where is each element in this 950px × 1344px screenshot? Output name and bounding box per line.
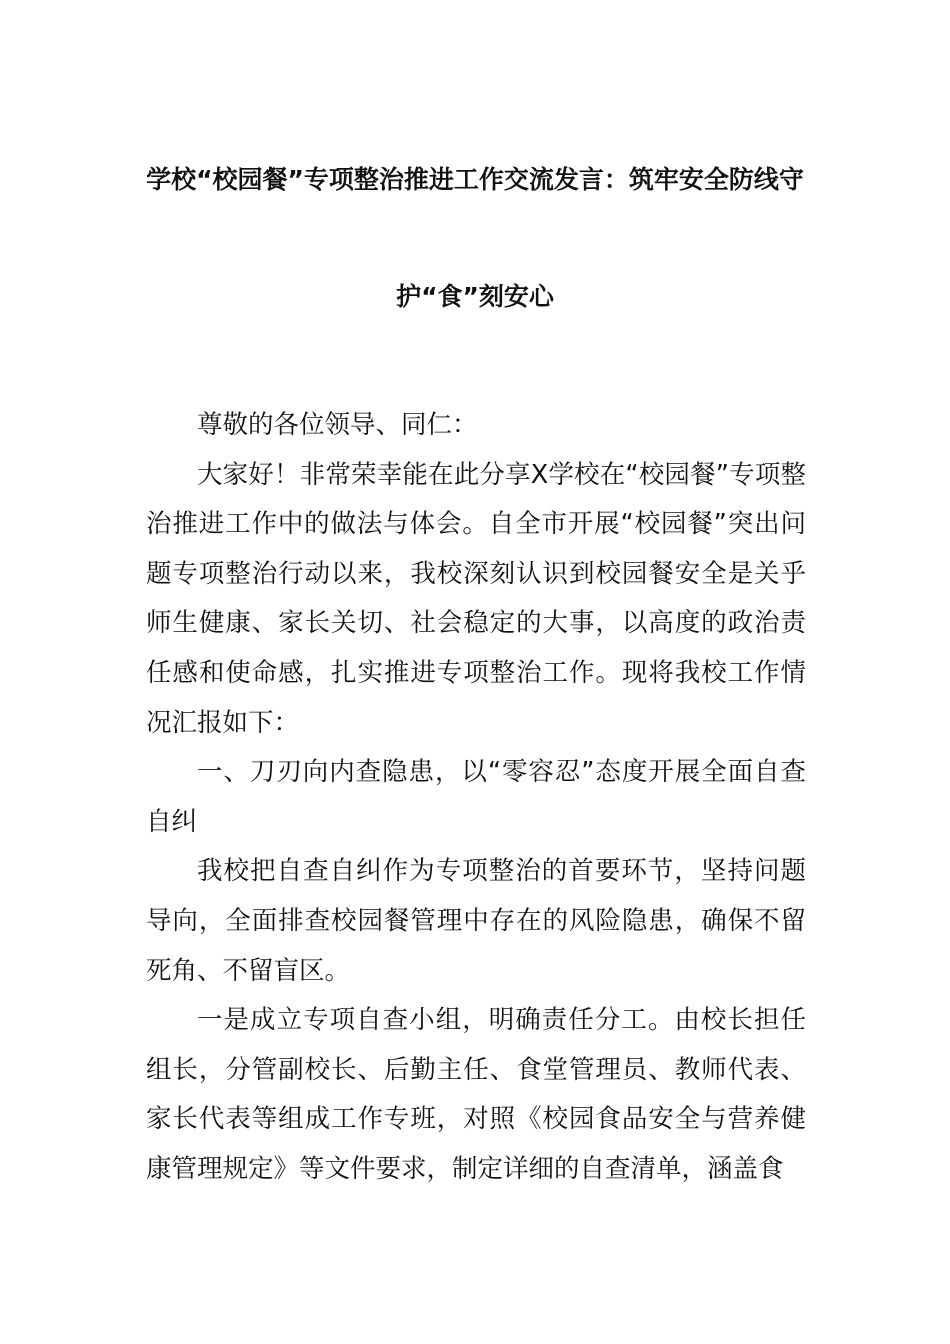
section-heading-1: 一、刀刃向内查隐患，以“零容忍”态度开展全面自查自纠 <box>146 757 806 837</box>
document-title-line-1: 学校“校园餐”专项整治推进工作交流发言：筑牢安全防线守 <box>146 165 804 194</box>
intro-paragraph: 大家好！非常荣幸能在此分享X学校在“校园餐”专项整治推进工作中的做法与体会。自全市开展“校园餐”突出问题专项整治行动以来，我校深刻认识到校园餐安全是关乎师生健康、家长关切、社会稳定的大事，以高度的政治责任感和使命感，扎实推进专项整治工作。现将我校工作情况汇报如下： <box>146 459 806 738</box>
document-body <box>146 401 806 1195</box>
section-1-point-1-paragraph: 一是成立专项自查小组，明确责任分工。由校长担任组长，分管副校长、后勤主任、食堂管理员、教师代表、家长代表等组成工作专班，对照《校园食品安全与营养健康管理规定》等文件要求，制定详细的自查清单，涵盖食 <box>146 1005 806 1184</box>
salutation-paragraph: 尊敬的各位领导、同仁： <box>197 410 478 440</box>
document-title-line-2: 护“食”刻安心 <box>396 282 554 311</box>
section-1-paragraph: 我校把自查自纠作为专项整治的首要环节，坚持问题导向，全面排查校园餐管理中存在的风险隐患，确保不留死角、不留盲区。 <box>146 856 806 986</box>
